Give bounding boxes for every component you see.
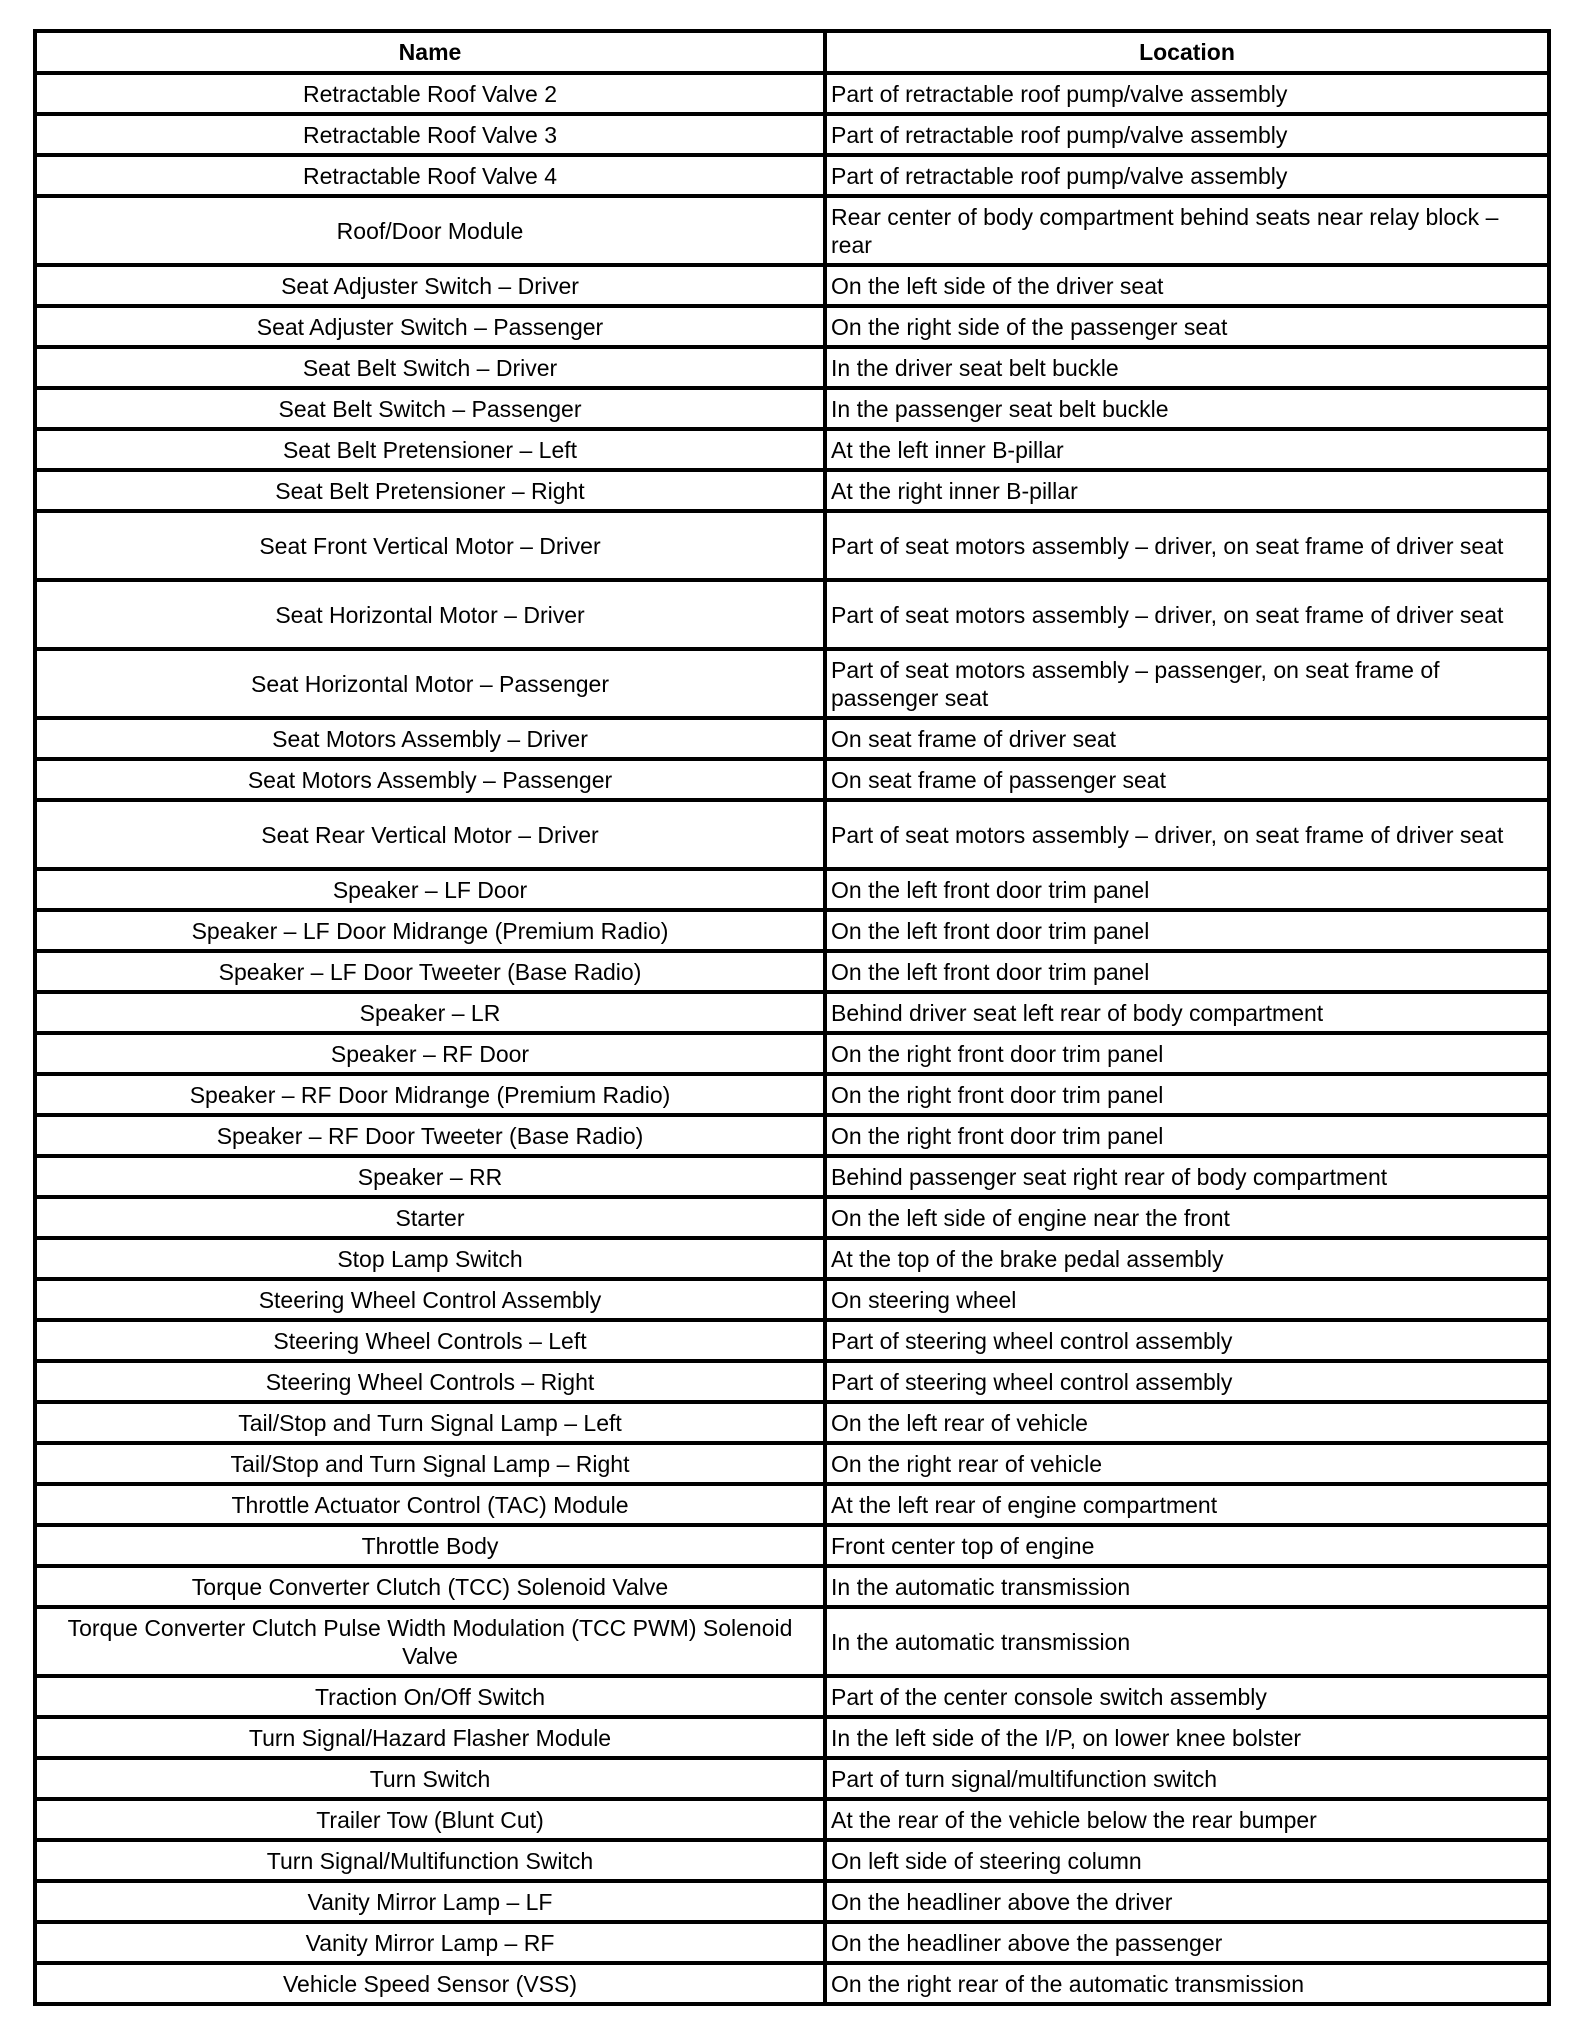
cell-location: Part of retractable roof pump/valve assembly [831, 162, 1288, 189]
cell-location: At the left rear of engine compartment [831, 1491, 1218, 1518]
cell-name: Speaker – LF Door [37, 871, 827, 908]
table-row [37, 1154, 1547, 1195]
cell-name: Throttle Body [37, 1527, 827, 1564]
cell-name: Retractable Roof Valve 2 [37, 75, 827, 112]
cell-location: On the headliner above the passenger [831, 1929, 1223, 1956]
cell-location: Front center top of engine [831, 1532, 1095, 1559]
table-row [37, 304, 1547, 345]
table-row [37, 1756, 1547, 1797]
cell-location: At the right inner B-pillar [831, 477, 1078, 504]
cell-name: Turn Switch [37, 1760, 827, 1797]
cell-location: Rear center of body compartment behind seats near relay block – rear [831, 203, 1499, 258]
cell-name: Tail/Stop and Turn Signal Lamp – Left [37, 1404, 827, 1441]
header-name: Name [37, 33, 827, 71]
table-row [37, 990, 1547, 1031]
cell-name: Vehicle Speed Sensor (VSS) [37, 1965, 827, 2002]
table-row [37, 263, 1547, 304]
cell-location: On the headliner above the driver [831, 1888, 1173, 1915]
cell-location: At the top of the brake pedal assembly [831, 1245, 1224, 1272]
table-row [37, 949, 1547, 990]
cell-name: Turn Signal/Hazard Flasher Module [37, 1719, 827, 1756]
cell-name: Turn Signal/Multifunction Switch [37, 1842, 827, 1879]
cell-name: Seat Belt Switch – Driver [37, 349, 827, 386]
cell-location: Part of steering wheel control assembly [831, 1327, 1233, 1354]
table-row [37, 1195, 1547, 1236]
table-row [37, 647, 1547, 716]
table-row [37, 194, 1547, 263]
cell-location: Behind driver seat left rear of body compartment [831, 999, 1324, 1026]
cell-location: Part of seat motors assembly – driver, on seat frame of driver seat [831, 821, 1504, 848]
cell-location: At the left inner B-pillar [831, 436, 1064, 463]
table-row [37, 71, 1547, 112]
table-row [37, 1715, 1547, 1756]
cell-name: Speaker – RF Door Tweeter (Base Radio) [37, 1117, 827, 1154]
cell-location: On the left front door trim panel [831, 876, 1150, 903]
table-row [37, 1072, 1547, 1113]
cell-name: Speaker – RR [37, 1158, 827, 1195]
table-row [37, 1236, 1547, 1277]
table-row [37, 509, 1547, 578]
cell-name: Seat Horizontal Motor – Passenger [37, 651, 827, 716]
cell-name: Torque Converter Clutch Pulse Width Modulation (TCC PWM) Solenoid Valve [37, 1609, 827, 1674]
header-location: Location [1139, 39, 1235, 65]
table-row [37, 345, 1547, 386]
table-row [37, 798, 1547, 867]
cell-location: On the left front door trim panel [831, 958, 1150, 985]
cell-location: Behind passenger seat right rear of body compartment [831, 1163, 1388, 1190]
cell-name: Vanity Mirror Lamp – LF [37, 1883, 827, 1920]
table-row [37, 757, 1547, 798]
cell-name: Seat Horizontal Motor – Driver [37, 582, 827, 647]
table-row [37, 112, 1547, 153]
cell-location: Part of retractable roof pump/valve assembly [831, 80, 1288, 107]
cell-location: In the automatic transmission [831, 1628, 1131, 1655]
cell-name: Seat Motors Assembly – Passenger [37, 761, 827, 798]
cell-name: Speaker – LF Door Midrange (Premium Radio) [37, 912, 827, 949]
table-row [37, 1879, 1547, 1920]
cell-name: Seat Adjuster Switch – Driver [37, 267, 827, 304]
table-row [37, 1318, 1547, 1359]
table-row [37, 1605, 1547, 1674]
cell-location: On the left rear of vehicle [831, 1409, 1088, 1436]
cell-name: Steering Wheel Control Assembly [37, 1281, 827, 1318]
cell-name: Steering Wheel Controls – Right [37, 1363, 827, 1400]
cell-name: Seat Adjuster Switch – Passenger [37, 308, 827, 345]
cell-name: Speaker – RF Door Midrange (Premium Radio) [37, 1076, 827, 1113]
cell-location: Part of the center console switch assembly [831, 1683, 1267, 1710]
table-row [37, 386, 1547, 427]
cell-name: Speaker – RF Door [37, 1035, 827, 1072]
cell-name: Retractable Roof Valve 4 [37, 157, 827, 194]
cell-name: Seat Belt Pretensioner – Left [37, 431, 827, 468]
cell-name: Speaker – LR [37, 994, 827, 1031]
table-row [37, 1674, 1547, 1715]
cell-name: Speaker – LF Door Tweeter (Base Radio) [37, 953, 827, 990]
table-row [37, 867, 1547, 908]
cell-location: On the right front door trim panel [831, 1081, 1164, 1108]
cell-name: Seat Motors Assembly – Driver [37, 720, 827, 757]
cell-location: On the left side of engine near the front [831, 1204, 1230, 1231]
cell-location: On the left side of the driver seat [831, 272, 1164, 299]
cell-location: In the automatic transmission [831, 1573, 1131, 1600]
table-row [37, 1797, 1547, 1838]
cell-name: Starter [37, 1199, 827, 1236]
cell-location: In the driver seat belt buckle [831, 354, 1119, 381]
component-location-table [33, 29, 1551, 2006]
table-row [37, 578, 1547, 647]
table-row [37, 468, 1547, 509]
cell-location: Part of seat motors assembly – driver, on seat frame of driver seat [831, 532, 1504, 559]
table-row [37, 1400, 1547, 1441]
cell-location: At the rear of the vehicle below the rear bumper [831, 1806, 1317, 1833]
table-header-row [37, 33, 1547, 71]
cell-name: Seat Front Vertical Motor – Driver [37, 513, 827, 578]
table-row [37, 427, 1547, 468]
cell-location: On left side of steering column [831, 1847, 1142, 1874]
cell-name: Seat Belt Switch – Passenger [37, 390, 827, 427]
table-row [37, 1277, 1547, 1318]
cell-name: Seat Belt Pretensioner – Right [37, 472, 827, 509]
cell-location: On the right rear of vehicle [831, 1450, 1103, 1477]
table-row [37, 716, 1547, 757]
table-row [37, 153, 1547, 194]
cell-location: In the passenger seat belt buckle [831, 395, 1169, 422]
cell-name: Steering Wheel Controls – Left [37, 1322, 827, 1359]
table-row [37, 1113, 1547, 1154]
table-row [37, 1961, 1547, 2002]
table-row [37, 908, 1547, 949]
cell-location: On steering wheel [831, 1286, 1017, 1313]
cell-name: Retractable Roof Valve 3 [37, 116, 827, 153]
cell-location: On the left front door trim panel [831, 917, 1150, 944]
cell-name: Traction On/Off Switch [37, 1678, 827, 1715]
table-row [37, 1441, 1547, 1482]
cell-name: Roof/Door Module [37, 198, 827, 263]
cell-name: Tail/Stop and Turn Signal Lamp – Right [37, 1445, 827, 1482]
cell-location: On the right front door trim panel [831, 1122, 1164, 1149]
cell-name: Vanity Mirror Lamp – RF [37, 1924, 827, 1961]
cell-location: Part of seat motors assembly – passenger, on seat frame of passenger seat [831, 656, 1440, 711]
cell-name: Trailer Tow (Blunt Cut) [37, 1801, 827, 1838]
cell-location: Part of retractable roof pump/valve assembly [831, 121, 1288, 148]
table-row [37, 1920, 1547, 1961]
cell-location: Part of seat motors assembly – driver, on seat frame of driver seat [831, 601, 1504, 628]
cell-location: In the left side of the I/P, on lower knee bolster [831, 1724, 1302, 1751]
table-row [37, 1564, 1547, 1605]
cell-location: On the right rear of the automatic transmission [831, 1970, 1304, 1997]
table-row [37, 1523, 1547, 1564]
table-row [37, 1031, 1547, 1072]
cell-name: Seat Rear Vertical Motor – Driver [37, 802, 827, 867]
table-row [37, 1838, 1547, 1879]
cell-location: Part of turn signal/multifunction switch [831, 1765, 1218, 1792]
table-row [37, 1359, 1547, 1400]
cell-name: Stop Lamp Switch [37, 1240, 827, 1277]
table-row [37, 1482, 1547, 1523]
cell-name: Torque Converter Clutch (TCC) Solenoid Valve [37, 1568, 827, 1605]
cell-location: On seat frame of driver seat [831, 725, 1117, 752]
cell-location: Part of steering wheel control assembly [831, 1368, 1233, 1395]
cell-location: On seat frame of passenger seat [831, 766, 1166, 793]
cell-name: Throttle Actuator Control (TAC) Module [37, 1486, 827, 1523]
cell-location: On the right side of the passenger seat [831, 313, 1228, 340]
cell-location: On the right front door trim panel [831, 1040, 1164, 1067]
